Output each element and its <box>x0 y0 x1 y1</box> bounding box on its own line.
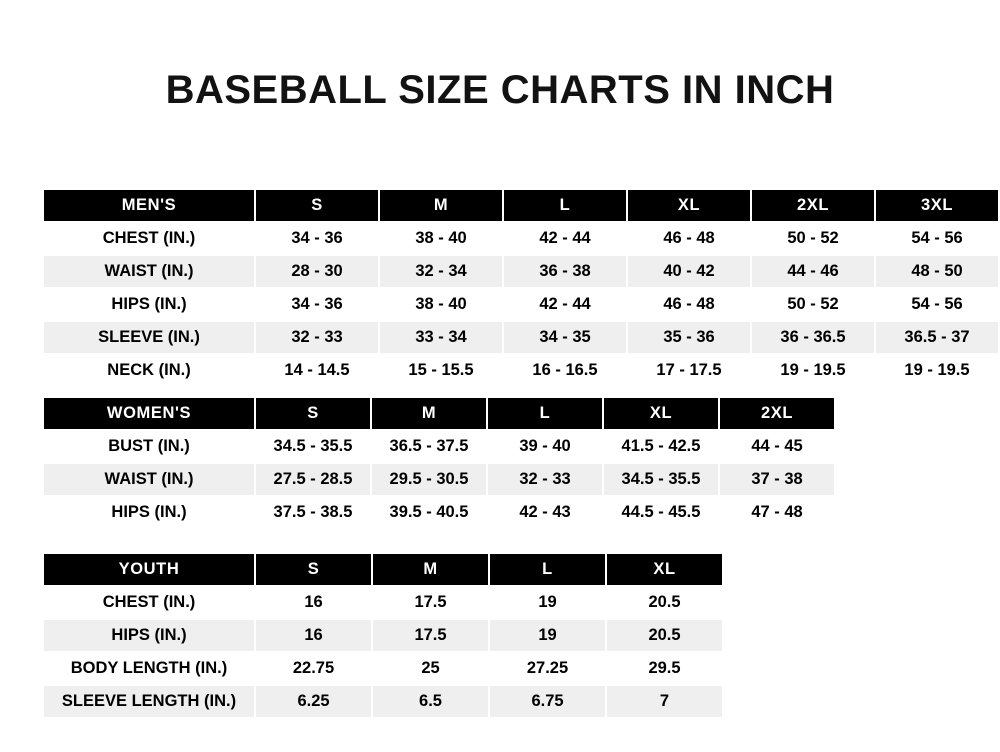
row-label: HIPS (IN.) <box>43 496 255 529</box>
cell: 34.5 - 35.5 <box>603 463 719 496</box>
table-row <box>43 619 723 652</box>
cell: 19 <box>489 619 606 652</box>
column-header: YOUTH <box>43 553 255 586</box>
cell: 34 - 35 <box>503 321 627 354</box>
cell: 54 - 56 <box>875 222 999 255</box>
table-row <box>43 652 723 685</box>
table-row <box>43 255 999 288</box>
cell: 36 - 38 <box>503 255 627 288</box>
column-header: 3XL <box>875 189 999 222</box>
cell: 6.25 <box>255 685 372 718</box>
cell: 14 - 14.5 <box>255 354 379 387</box>
table-header-row <box>43 189 999 222</box>
column-header: S <box>255 397 371 430</box>
column-header: M <box>372 553 489 586</box>
cell: 16 <box>255 619 372 652</box>
youth-size-table <box>42 552 724 719</box>
column-header: XL <box>627 189 751 222</box>
column-header: L <box>489 553 606 586</box>
womens-size-table <box>42 396 836 530</box>
cell: 19 - 19.5 <box>875 354 999 387</box>
cell: 15 - 15.5 <box>379 354 503 387</box>
cell: 28 - 30 <box>255 255 379 288</box>
cell: 39.5 - 40.5 <box>371 496 487 529</box>
table-row <box>43 222 999 255</box>
cell: 48 - 50 <box>875 255 999 288</box>
cell: 17.5 <box>372 586 489 619</box>
cell: 40 - 42 <box>627 255 751 288</box>
cell: 36.5 - 37 <box>875 321 999 354</box>
column-header: L <box>487 397 603 430</box>
column-header: WOMEN'S <box>43 397 255 430</box>
cell: 42 - 43 <box>487 496 603 529</box>
column-header: M <box>371 397 487 430</box>
cell: 19 <box>489 586 606 619</box>
cell: 46 - 48 <box>627 288 751 321</box>
cell: 17.5 <box>372 619 489 652</box>
row-label: SLEEVE LENGTH (IN.) <box>43 685 255 718</box>
cell: 20.5 <box>606 619 723 652</box>
table-row <box>43 354 999 387</box>
table-header-row <box>43 553 723 586</box>
row-label: BODY LENGTH (IN.) <box>43 652 255 685</box>
page-title: BASEBALL SIZE CHARTS IN INCH <box>165 68 835 112</box>
cell: 54 - 56 <box>875 288 999 321</box>
column-header: L <box>503 189 627 222</box>
cell: 34.5 - 35.5 <box>255 430 371 463</box>
row-label: CHEST (IN.) <box>43 586 255 619</box>
cell: 44 - 45 <box>719 430 835 463</box>
cell: 19 - 19.5 <box>751 354 875 387</box>
cell: 44 - 46 <box>751 255 875 288</box>
row-label: HIPS (IN.) <box>43 619 255 652</box>
table-row <box>43 321 999 354</box>
cell: 37.5 - 38.5 <box>255 496 371 529</box>
table-row <box>43 586 723 619</box>
column-header: 2XL <box>719 397 835 430</box>
cell: 32 - 34 <box>379 255 503 288</box>
cell: 20.5 <box>606 586 723 619</box>
mens-size-table <box>42 188 1000 388</box>
column-header: XL <box>606 553 723 586</box>
cell: 42 - 44 <box>503 288 627 321</box>
cell: 47 - 48 <box>719 496 835 529</box>
cell: 29.5 - 30.5 <box>371 463 487 496</box>
cell: 50 - 52 <box>751 288 875 321</box>
cell: 35 - 36 <box>627 321 751 354</box>
cell: 29.5 <box>606 652 723 685</box>
column-header: S <box>255 553 372 586</box>
cell: 38 - 40 <box>379 222 503 255</box>
cell: 16 <box>255 586 372 619</box>
cell: 39 - 40 <box>487 430 603 463</box>
cell: 6.5 <box>372 685 489 718</box>
cell: 33 - 34 <box>379 321 503 354</box>
row-label: SLEEVE (IN.) <box>43 321 255 354</box>
cell: 22.75 <box>255 652 372 685</box>
column-header: MEN'S <box>43 189 255 222</box>
column-header: 2XL <box>751 189 875 222</box>
row-label: CHEST (IN.) <box>43 222 255 255</box>
cell: 37 - 38 <box>719 463 835 496</box>
cell: 46 - 48 <box>627 222 751 255</box>
column-header: S <box>255 189 379 222</box>
cell: 50 - 52 <box>751 222 875 255</box>
cell: 36 - 36.5 <box>751 321 875 354</box>
table-header-row <box>43 397 835 430</box>
cell: 16 - 16.5 <box>503 354 627 387</box>
cell: 27.5 - 28.5 <box>255 463 371 496</box>
row-label: HIPS (IN.) <box>43 288 255 321</box>
cell: 44.5 - 45.5 <box>603 496 719 529</box>
table-row <box>43 288 999 321</box>
cell: 25 <box>372 652 489 685</box>
table-row <box>43 496 835 529</box>
cell: 36.5 - 37.5 <box>371 430 487 463</box>
table-row <box>43 463 835 496</box>
cell: 32 - 33 <box>255 321 379 354</box>
cell: 7 <box>606 685 723 718</box>
row-label: WAIST (IN.) <box>43 463 255 496</box>
table-row <box>43 430 835 463</box>
cell: 6.75 <box>489 685 606 718</box>
column-header: XL <box>603 397 719 430</box>
cell: 27.25 <box>489 652 606 685</box>
cell: 17 - 17.5 <box>627 354 751 387</box>
row-label: NECK (IN.) <box>43 354 255 387</box>
column-header: M <box>379 189 503 222</box>
row-label: WAIST (IN.) <box>43 255 255 288</box>
table-row <box>43 685 723 718</box>
cell: 34 - 36 <box>255 288 379 321</box>
cell: 42 - 44 <box>503 222 627 255</box>
row-label: BUST (IN.) <box>43 430 255 463</box>
cell: 32 - 33 <box>487 463 603 496</box>
cell: 41.5 - 42.5 <box>603 430 719 463</box>
cell: 38 - 40 <box>379 288 503 321</box>
cell: 34 - 36 <box>255 222 379 255</box>
